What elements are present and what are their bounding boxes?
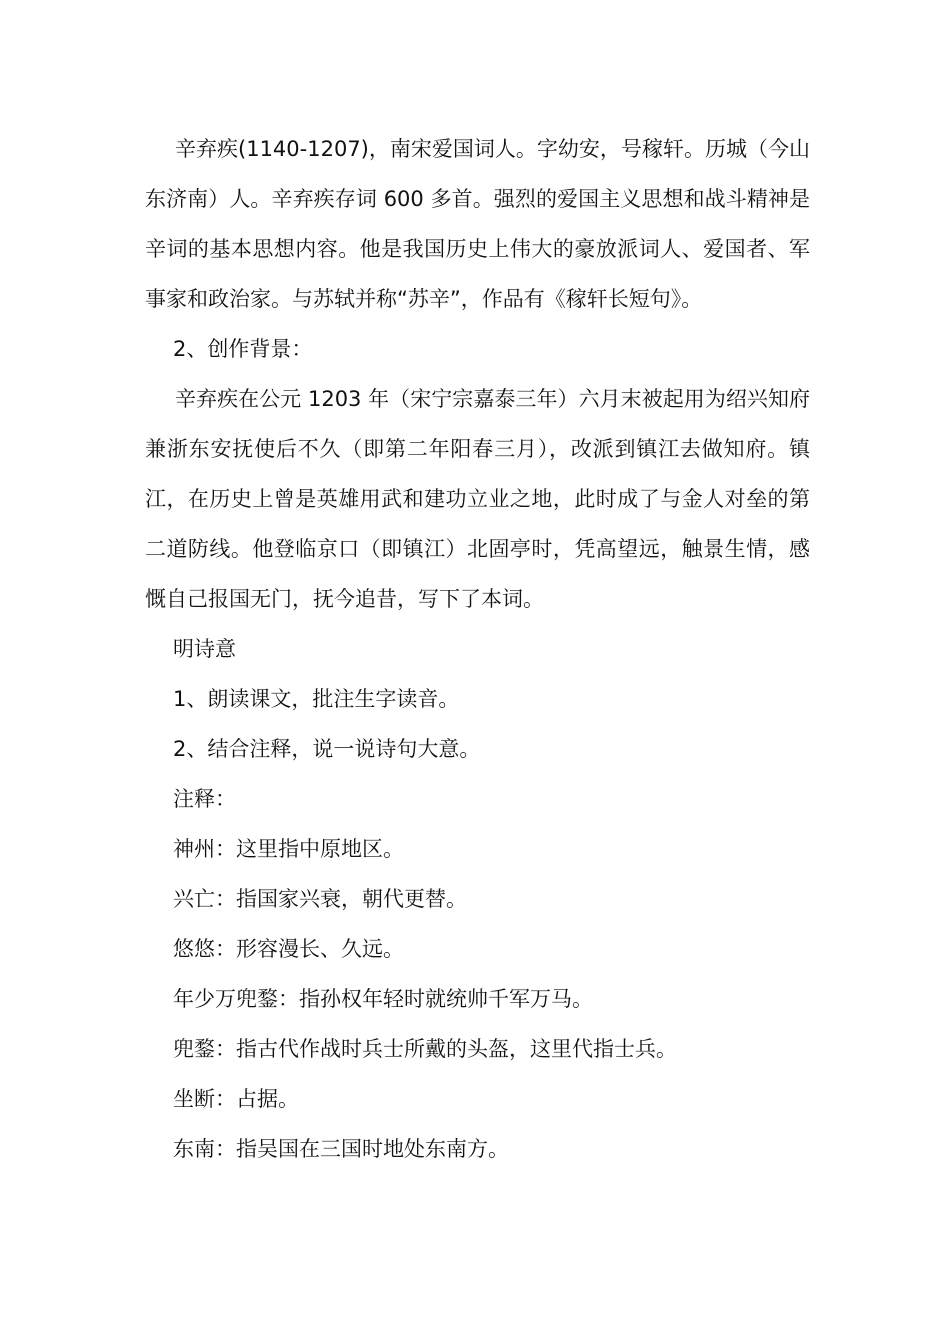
note-item: 坐断：占据。 [173, 1087, 299, 1111]
author-intro-paragraph: 辛弃疾(1140-1207)，南宋爱国词人。字幼安，号稼轩。历城（今山东济南）人。辛弃疾存词 600 多首。强烈的爱国主义思想和战斗精神是辛词的基本思想内容。他是我国历史上伟大的豪放派词人、爱国者、军事家和政治家。与苏轼并称“苏辛”，作品有《稼轩长短句》。 [145, 137, 810, 311]
document-page [145, 124, 810, 1174]
task-item: 1、朗读课文，批注生字读音。 [173, 687, 460, 711]
note-item: 年少万兜鍪：指孙权年轻时就统帅千军万马。 [173, 987, 593, 1011]
notes-heading: 注释： [173, 787, 236, 811]
task-item: 2、结合注释，说一说诗句大意。 [173, 737, 481, 761]
background-paragraph: 辛弃疾在公元 1203 年（宋宁宗嘉泰三年）六月末被起用为绍兴知府兼浙东安抚使后不久（即第二年阳春三月），改派到镇江去做知府。镇江，在历史上曾是英雄用武和建功立业之地，此时成了与金人对垒的第二道防线。他登临京口（即镇江）北固亭时，凭高望远，触景生情，感慨自己报国无门，抚今追昔，写下了本词。 [145, 387, 810, 611]
note-item: 神州：这里指中原地区。 [173, 837, 404, 861]
section-title: 明诗意 [173, 637, 236, 661]
note-item: 兜鍪：指古代作战时兵士所戴的头盔，这里代指士兵。 [173, 1037, 677, 1061]
note-item: 悠悠：形容漫长、久远。 [173, 937, 404, 961]
note-item: 东南：指吴国在三国时地处东南方。 [173, 1137, 509, 1161]
background-heading: 2、创作背景： [173, 337, 313, 361]
note-item: 兴亡：指国家兴衰，朝代更替。 [173, 887, 467, 911]
